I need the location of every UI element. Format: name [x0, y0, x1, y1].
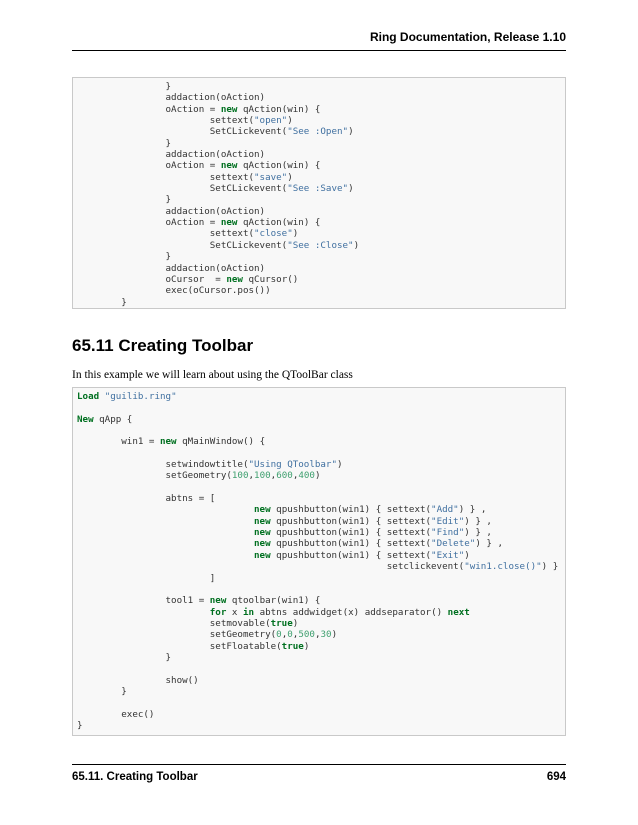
code-block-1-text: } addaction(oAction) oAction = new qAction(win) { settext("open") SetCLickevent("See :Open") } addaction(oAction) oAction = new qAction(win) { settext("save") SetCLickevent("See :Save") } addaction(oAction) oAction = new qAction(win) { settext("close") SetCLickevent("See :Close") } addaction(oAction) oCursor = new qCursor() exec(oCursor.pos()) } [121, 81, 360, 308]
footer-section: 65.11. Creating Toolbar [72, 771, 198, 783]
page-footer [72, 764, 566, 785]
code-block-toolbar-example [72, 387, 566, 736]
page-number: 694 [546, 771, 566, 783]
code-block-menu-actions [72, 77, 566, 309]
header-title: Ring Documentation, Release 1.10 [369, 30, 566, 44]
code-block-2-text: Load "guilib.ring" New qApp { win1 = new qMainWindow() { setwindowtitle("Using QToolbar") setGeometry(100,100,600,400) abtns = [ new qpushbutton(win1) { settext("Add") } , new qpushbutton(win1) { settext("Edit") } , new qpushbutton(win1) { settext("Find") } , new qpushbutton(win1) { settext("Delete") } , new qpushbutton(win1) { settext("Exit") setclickevent("win1.close()") } ] tool1 = new qtoolbar(win1) { for x in abtns addwidget(x) addseparator() next setmovable(true) setGeometry(0,0,500,30) setFloatable(true) } show() } exec() } [77, 391, 559, 731]
page-header [72, 28, 566, 51]
section-intro: In this example we will learn about using the QToolBar class [72, 369, 353, 381]
section-title: 65.11 Creating Toolbar [72, 336, 254, 355]
